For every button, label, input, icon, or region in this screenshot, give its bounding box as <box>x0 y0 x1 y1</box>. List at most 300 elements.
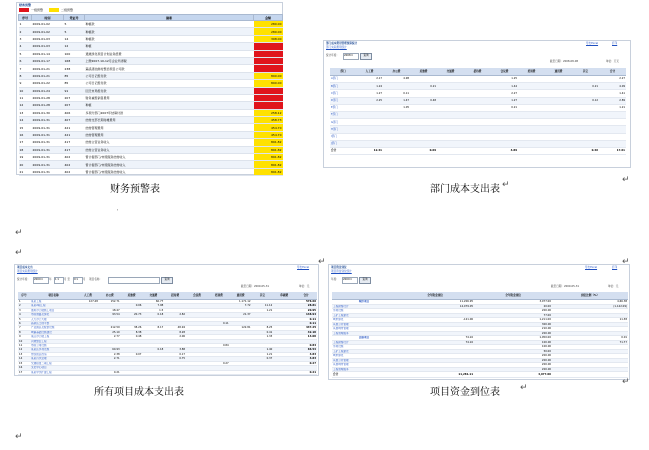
value-cell: 152.71 <box>99 300 121 304</box>
value-cell: 0.37 <box>252 357 274 361</box>
year-select[interactable]: 2008 ▾ <box>343 53 359 60</box>
funding-category[interactable]: 工程管理服务 <box>332 331 396 336</box>
row-date: 2009-01-28 <box>32 102 64 109</box>
year-select[interactable]: 2009 ▾ <box>33 277 49 284</box>
finance-warning-table <box>18 14 283 176</box>
value-cell <box>252 370 274 374</box>
year-select-value: 2008 <box>344 54 351 57</box>
dept-name[interactable]: E部门 <box>330 104 356 111</box>
row-number: 7 <box>19 65 32 72</box>
column-header: 部门 <box>330 68 356 76</box>
value-cell: 200.00 <box>474 363 552 368</box>
project-funding-table <box>332 292 628 378</box>
paragraph-mark: ↵ <box>15 432 23 442</box>
value-cell <box>437 76 464 83</box>
project-name[interactable]: 河道整治工程 <box>30 339 77 343</box>
amount-cell-level2: 891.82 <box>254 161 283 168</box>
column-header: 培训费 <box>208 292 230 300</box>
paragraph-mark: ↵ <box>15 248 23 258</box>
print-link[interactable]: 打印 <box>612 42 618 45</box>
export-excel-link[interactable]: 导出Excel <box>585 266 598 269</box>
value-cell <box>410 140 437 147</box>
row-number: 15 <box>18 361 30 365</box>
project-name[interactable]: 通用办公楼施工项目 <box>30 308 77 312</box>
table-row <box>330 119 626 126</box>
value-cell: 122.81 <box>230 326 252 330</box>
row-number: 11 <box>18 344 30 348</box>
dept-name[interactable]: B部门 <box>330 83 356 90</box>
print-link[interactable]: 打印 <box>612 266 618 269</box>
value-cell: 3.88 <box>164 348 186 352</box>
project-cost-subtitle[interactable]: 项目实际费用统计 <box>17 270 38 273</box>
value-cell <box>518 90 545 97</box>
table-row <box>19 87 283 94</box>
value-cell <box>464 111 491 118</box>
value-cell: 7.72 <box>230 304 252 308</box>
row-summary: 暂计提部门/市级服务结转收入 <box>85 168 254 175</box>
unit-label: 单位：万元 <box>606 60 619 63</box>
value-cell: 0.27 <box>208 361 230 365</box>
value-cell: 38.26 <box>121 326 143 330</box>
value-cell: 74.16 <box>396 336 474 341</box>
row-number: 9 <box>19 80 32 87</box>
voucher-number: 5 <box>64 21 85 28</box>
cutoff-date: 截至日期：2009-05-31 <box>241 285 270 288</box>
row-summary: 暂计提部门/市级服务结转收入 <box>85 154 254 161</box>
value-cell <box>518 97 545 104</box>
value-cell: 1.24 <box>356 83 383 90</box>
funding-category[interactable]: 城市绿化 <box>332 318 396 323</box>
column-header: 办公费 <box>383 68 410 76</box>
funding-category[interactable]: 其他城市管理 <box>332 327 396 332</box>
dept-name[interactable]: G部门 <box>330 119 356 126</box>
amount-cell-level2: 398.00 <box>254 35 283 42</box>
table-row <box>19 65 283 72</box>
voucher-number: 85 <box>64 72 85 79</box>
value-cell <box>356 140 383 147</box>
value-cell <box>518 83 545 90</box>
dept-cost-table <box>330 68 626 155</box>
value-cell <box>491 119 518 126</box>
funding-category[interactable]: 水利设施 <box>332 345 396 350</box>
voucher-number: 406 <box>64 109 85 116</box>
value-cell <box>356 104 383 111</box>
value-cell: 2.25 <box>356 97 383 104</box>
value-cell <box>545 126 572 133</box>
value-cell: 21.37 <box>230 313 252 317</box>
value-cell: 1.25 <box>491 76 518 83</box>
column-header: 合计 <box>599 68 626 76</box>
row-date: 2009-01-31 <box>32 146 64 153</box>
value-cell: 1.05 <box>383 104 410 111</box>
value-cell: 4.89 <box>491 147 518 154</box>
project-name[interactable]: 某某2期工程 <box>30 304 77 308</box>
table-row <box>19 131 283 138</box>
value-cell: 11.38 <box>552 318 628 323</box>
value-cell <box>437 133 464 140</box>
value-cell: 1.40 <box>252 348 274 352</box>
value-cell: 1.44 <box>491 83 518 90</box>
value-cell <box>383 147 410 154</box>
table-row <box>19 109 283 116</box>
value-cell <box>410 90 437 97</box>
column-header: 印刷费 <box>273 292 295 300</box>
value-cell <box>383 133 410 140</box>
project-name[interactable]: 文化中心项目 <box>30 366 77 370</box>
value-cell: 0.69 <box>410 147 437 154</box>
value-cell: 200.00 <box>474 309 552 314</box>
voucher-number: 207 <box>64 102 85 109</box>
voucher-number: 402 <box>64 154 85 161</box>
value-cell <box>599 140 626 147</box>
column-header <box>332 292 396 300</box>
value-cell <box>77 370 99 374</box>
dept-name[interactable]: A部门 <box>330 76 356 83</box>
funding-category[interactable]: 城市绿化 <box>332 354 396 359</box>
table-row <box>18 370 317 374</box>
row-number: 14 <box>19 117 32 124</box>
amount-cell-level1 <box>254 43 283 50</box>
value-cell: 0.46 <box>572 147 599 154</box>
value-cell: 13.08 <box>295 335 317 339</box>
project-name[interactable]: 某某工程 <box>30 300 77 304</box>
value-cell: 200.00 <box>474 358 552 363</box>
dept-name[interactable]: C部门 <box>330 90 356 97</box>
to-month-select[interactable]: 9 ▾ <box>73 277 83 284</box>
dept-cost-subtitle[interactable]: 部门实际费用统计 <box>326 46 347 49</box>
value-cell: 100.00 <box>474 340 552 345</box>
value-cell <box>545 104 572 111</box>
value-cell: 0.41 <box>252 330 274 334</box>
value-cell: 0.48 <box>121 335 143 339</box>
value-cell: 210.00 <box>474 327 552 332</box>
dept-cost-title: 部门成本费用管理预算统计 <box>326 42 358 45</box>
year-select[interactable]: 2009 ▾ <box>342 277 358 284</box>
query-button[interactable]: 查询 <box>359 277 371 284</box>
table-row <box>19 57 283 64</box>
row-summary: 种植款 <box>85 35 254 42</box>
row-number: 4 <box>18 313 30 317</box>
level2-label: 二级预警 <box>60 8 73 12</box>
funding-category[interactable]: 工程管理服务 <box>332 367 396 372</box>
stray-tick: ' <box>117 209 119 215</box>
level1-label: 一级预警 <box>31 8 44 12</box>
project-name-input[interactable] <box>108 277 160 284</box>
row-number: 12 <box>18 348 30 352</box>
query-button[interactable]: 查询 <box>360 53 372 60</box>
row-number: 5 <box>19 50 32 57</box>
row-date: 2009-01-03 <box>32 43 64 50</box>
value-cell <box>410 76 437 83</box>
value-cell: 200.00 <box>474 331 552 336</box>
row-summary: 种植款 <box>85 28 254 35</box>
voucher-number: 417 <box>64 139 85 146</box>
dept-name[interactable]: I部门 <box>330 133 356 140</box>
total-label: 合计 <box>332 372 396 378</box>
from-month-value: 1 <box>55 278 57 281</box>
value-cell: 18.47 <box>99 308 121 312</box>
amount-cell-level2: 454.70 <box>254 131 283 138</box>
row-date: 2009-01-31 <box>32 161 64 168</box>
total-label: 合计 <box>330 147 356 154</box>
value-cell <box>545 83 572 90</box>
value-cell <box>464 140 491 147</box>
value-cell <box>437 140 464 147</box>
project-name[interactable]: 城镇基础设施建设 <box>30 330 77 334</box>
table-body <box>330 76 626 155</box>
value-cell: 300.00 <box>474 322 552 327</box>
value-cell <box>410 111 437 118</box>
value-cell <box>437 147 464 154</box>
caption-project-funding: 项目资金到位表 <box>430 387 500 398</box>
voucher-number: 417 <box>64 146 85 153</box>
month-label: 月 <box>83 278 86 281</box>
row-number: 5 <box>18 317 30 321</box>
project-funding-screenshot <box>328 264 630 380</box>
value-cell <box>383 83 410 90</box>
value-cell <box>491 133 518 140</box>
row-number: 20 <box>19 161 32 168</box>
table-row <box>19 35 283 42</box>
row-number: 19 <box>19 154 32 161</box>
value-cell: -121.06 <box>396 318 474 323</box>
row-number: 2 <box>18 304 30 308</box>
dept-name[interactable]: D部门 <box>330 97 356 104</box>
value-cell <box>545 133 572 140</box>
row-summary: 结转主营业务收入 <box>85 146 254 153</box>
value-cell <box>518 133 545 140</box>
value-cell <box>599 133 626 140</box>
row-summary: 慈溪清池港村整治项目公司款 <box>85 65 254 72</box>
table-body <box>19 21 283 176</box>
project-name[interactable]: 某某区水利设施 <box>30 348 77 352</box>
value-cell: 11,281.11 <box>396 372 474 378</box>
row-date: 2009-01-03 <box>32 35 64 42</box>
column-header: 人工费 <box>356 68 383 76</box>
row-date: 2009-01-14 <box>32 50 64 57</box>
dept-name[interactable]: F部门 <box>330 111 356 118</box>
table-row <box>330 140 626 147</box>
project-name[interactable]: 传统街区改造 <box>30 352 77 356</box>
value-cell: 0.21 <box>572 83 599 90</box>
table-row <box>19 94 283 101</box>
value-cell <box>230 370 252 374</box>
value-cell: 0.21 <box>491 104 518 111</box>
table-body <box>18 300 317 375</box>
column-header: 全年资金到位 <box>396 292 474 300</box>
value-cell <box>491 111 518 118</box>
row-number: 1 <box>19 21 32 28</box>
row-summary: 暂计提部门/市级服务结转收入 <box>85 161 254 168</box>
value-cell <box>356 119 383 126</box>
value-cell: 2.17 <box>356 76 383 83</box>
row-number: 10 <box>19 87 32 94</box>
value-cell: 4,077.00 <box>474 372 552 378</box>
value-cell <box>208 370 230 374</box>
funding-category[interactable]: 工矿工程建设 <box>332 313 396 318</box>
value-cell <box>545 111 572 118</box>
column-header: 会议费 <box>186 292 208 300</box>
caption-finance-warning: 财务预警表 <box>110 184 160 195</box>
value-cell: 0.11 <box>295 317 317 321</box>
row-summary: 财务重组销售费用 <box>85 94 254 101</box>
paragraph-mark: ↵ <box>622 257 630 267</box>
export-excel-link[interactable]: 导出Excel <box>586 42 599 45</box>
row-summary: 多项分部门2007年结算付款 <box>85 109 254 116</box>
row-number: 3 <box>18 308 30 312</box>
amount-cell-level1 <box>254 87 283 94</box>
voucher-number: 207 <box>64 94 85 101</box>
value-cell: 77.00 <box>474 313 552 318</box>
value-cell: 48.94 <box>164 326 186 330</box>
row-date: 2009-01-31 <box>32 139 64 146</box>
year-select-value: 2009 <box>343 278 350 281</box>
row-summary: 种植 <box>85 102 254 109</box>
value-cell <box>572 133 599 140</box>
value-cell <box>599 119 626 126</box>
amount-cell-level1 <box>254 94 283 101</box>
project-name[interactable]: 某某污水处理 <box>30 357 77 361</box>
query-button[interactable]: 查询 <box>161 277 173 284</box>
funding-category[interactable]: 其他公共管理 <box>332 322 396 327</box>
project-name[interactable]: 某某中学扩建工程 <box>30 370 77 374</box>
funding-category[interactable]: 工矿工程建设 <box>332 349 396 354</box>
project-name[interactable]: 人大办公大楼 <box>30 317 77 321</box>
value-cell <box>545 147 572 154</box>
value-cell: 0.01 <box>552 336 628 341</box>
value-cell <box>410 133 437 140</box>
table-row <box>19 146 283 153</box>
value-cell <box>437 104 464 111</box>
export-excel-link[interactable]: 导出Excel <box>297 266 310 269</box>
project-name[interactable]: 市政道路及绿化 <box>30 313 77 317</box>
value-cell: 0.11 <box>383 90 410 97</box>
funding-category[interactable]: 其他公共管理 <box>332 358 396 363</box>
unit-label: 单位：元 <box>608 285 619 288</box>
project-cost-table <box>18 292 317 375</box>
table-row <box>19 154 283 161</box>
project-cost-screenshot <box>14 264 319 376</box>
voucher-number: 168 <box>64 57 85 64</box>
value-cell <box>464 133 491 140</box>
funding-category[interactable]: 水利设施 <box>332 309 396 314</box>
value-cell <box>410 126 437 133</box>
voucher-number: 421 <box>64 131 85 138</box>
row-number: 6 <box>18 322 30 326</box>
table-row <box>330 111 626 118</box>
funding-category[interactable]: 工程勘察设计 <box>332 340 396 345</box>
amount-cell-level2: 891.82 <box>254 168 283 175</box>
column-header: 交通费 <box>437 68 464 76</box>
value-cell: 0.17 <box>164 352 186 356</box>
project-name[interactable]: 产业园区及配套设施 <box>30 326 77 330</box>
caption-dept-cost: 部门成本支出表 <box>430 184 500 195</box>
table-row <box>19 117 283 124</box>
column-header: 时间 <box>32 15 64 21</box>
year-label: 统计年度： <box>326 54 339 57</box>
column-header: 其它 <box>252 292 274 300</box>
value-cell: 1.21 <box>252 308 274 312</box>
value-cell: 4.09 <box>599 83 626 90</box>
value-cell: 1.5 <box>142 308 164 312</box>
project-name[interactable]: 交通枢纽二期工程 <box>30 361 77 365</box>
dept-name[interactable]: H部门 <box>330 126 356 133</box>
value-cell <box>186 370 208 374</box>
value-cell: 0.12 <box>572 97 599 104</box>
value-cell: 0.21 <box>410 83 437 90</box>
value-cell <box>518 140 545 147</box>
table-body <box>332 300 628 378</box>
row-number: 11 <box>19 94 32 101</box>
row-number: 12 <box>19 102 32 109</box>
voucher-number: 402 <box>64 168 85 175</box>
row-number: 15 <box>19 124 32 131</box>
row-number: 3 <box>19 35 32 42</box>
row-date: 2009-01-21 <box>32 65 64 72</box>
value-cell <box>545 140 572 147</box>
dept-name[interactable]: J部门 <box>330 140 356 147</box>
funding-category[interactable]: 其他城市管理 <box>332 363 396 368</box>
project-funding-subtitle[interactable]: 项目资金到位统计 <box>331 270 352 273</box>
value-cell <box>437 83 464 90</box>
value-cell: 0.18 <box>142 348 164 352</box>
funding-category[interactable]: 工程勘察设计 <box>332 304 396 309</box>
column-header: 全年资金到位 <box>474 292 552 300</box>
row-date: 2009-01-02 <box>32 21 64 28</box>
value-cell <box>518 119 545 126</box>
value-cell: 0.84 <box>208 344 230 348</box>
to-label: 月 至 <box>64 278 71 281</box>
project-funding-title: 项目资金到位 <box>331 266 347 269</box>
value-cell: 0.84 <box>295 344 317 348</box>
value-cell: 212.59 <box>99 326 121 330</box>
value-cell <box>599 111 626 118</box>
row-number: 10 <box>18 339 30 343</box>
value-cell: 2.82 <box>164 313 186 317</box>
row-number: 1 <box>18 300 30 304</box>
value-cell <box>572 76 599 83</box>
value-cell: 0.18 <box>142 313 164 317</box>
row-number: 13 <box>18 352 30 356</box>
value-cell: 20.00 <box>474 304 552 309</box>
table-row <box>19 139 283 146</box>
finance-warning-title: 财务预警 <box>19 3 32 7</box>
project-name[interactable]: 市政公用设施 <box>30 344 77 348</box>
from-month-select[interactable]: 1 ▾ <box>54 277 64 284</box>
value-cell: 0.21 <box>295 370 317 374</box>
level2-swatch <box>49 8 59 12</box>
table-row <box>19 21 283 28</box>
value-cell <box>437 97 464 104</box>
project-name[interactable]: 某区办公楼工程 <box>30 335 77 339</box>
unit-label: 单位：元 <box>299 285 310 288</box>
table-row <box>19 161 283 168</box>
amount-cell-level2: 891.82 <box>254 154 283 161</box>
table-row <box>19 124 283 131</box>
column-header: 凭证号 <box>64 15 85 21</box>
project-name[interactable]: 高新区土地平整 <box>30 322 77 326</box>
year-label: 统计年度： <box>17 278 30 281</box>
paragraph-mark: ↵ <box>502 180 510 190</box>
column-header: 项目名称 <box>30 292 77 300</box>
paragraph-mark: ↵ <box>622 175 630 185</box>
value-cell: 12.41 <box>356 147 383 154</box>
value-cell: 2.27 <box>599 76 626 83</box>
value-cell: 0.11 <box>295 322 317 326</box>
column-header: 序号 <box>18 292 30 300</box>
section-name: 城市项目 <box>332 300 396 305</box>
value-cell <box>545 90 572 97</box>
